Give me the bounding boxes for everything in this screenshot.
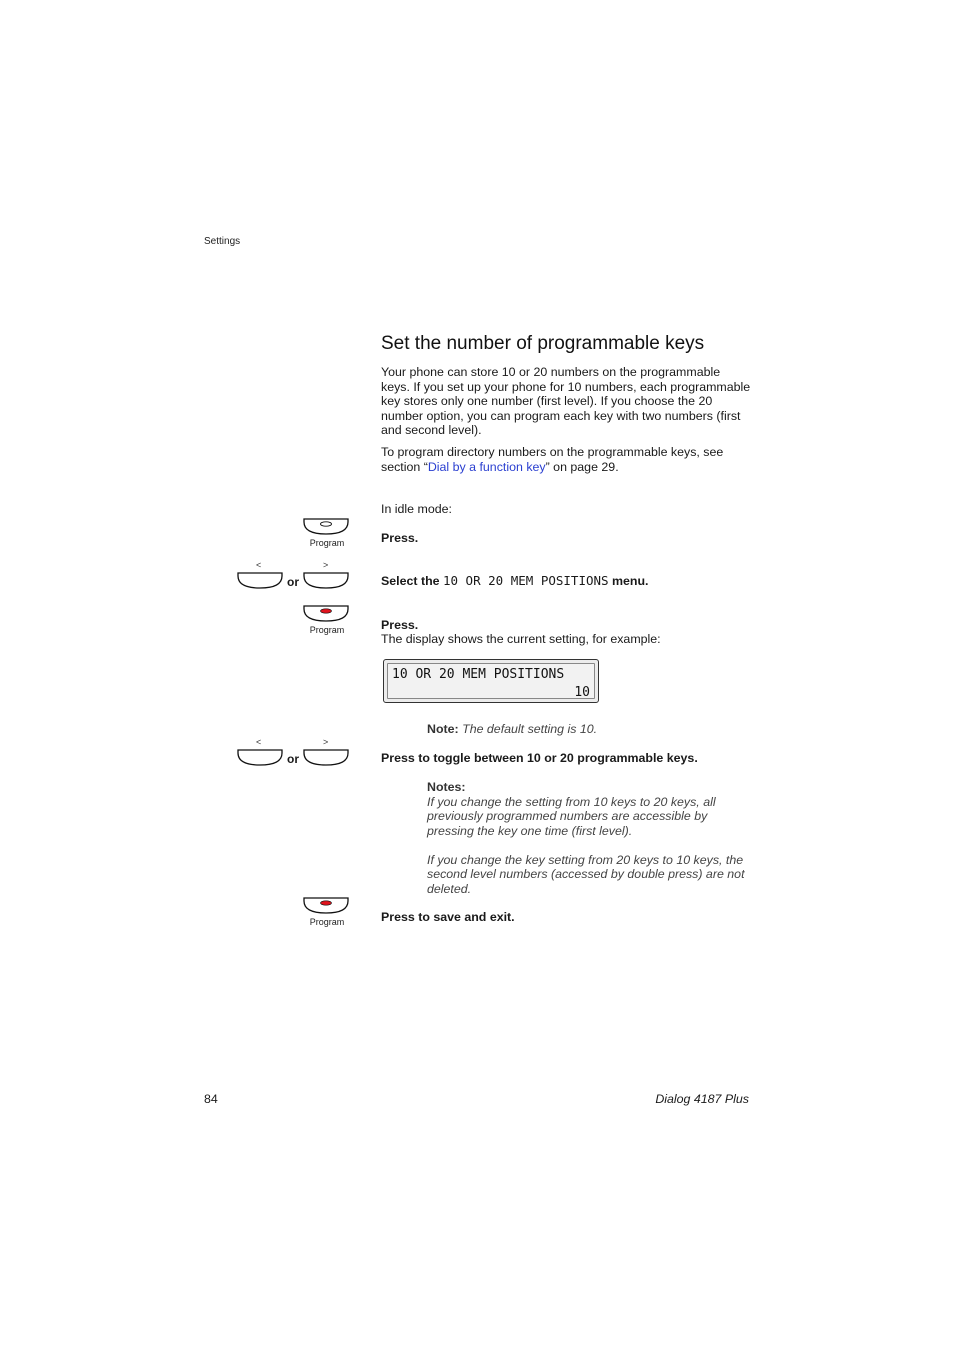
step-press-2: Press. bbox=[381, 618, 419, 632]
idle-mode-label: In idle mode: bbox=[381, 502, 452, 516]
display-line-1: 10 OR 20 MEM POSITIONS bbox=[392, 667, 565, 682]
step-select-menu bbox=[381, 574, 649, 589]
left-navigation-key[interactable] bbox=[237, 572, 283, 589]
step-press-1: Press. bbox=[381, 531, 419, 545]
right-key-icon-2 bbox=[303, 749, 349, 766]
select-text-before: Select the bbox=[381, 574, 443, 588]
display-description: The display shows the current setting, for example: bbox=[381, 632, 661, 646]
note-text: The default setting is 10. bbox=[462, 722, 598, 736]
program-key[interactable] bbox=[303, 518, 349, 535]
left-key-icon-2 bbox=[237, 749, 283, 766]
program-key-caption: Program bbox=[309, 538, 345, 548]
left-arrow-glyph-2: < bbox=[256, 737, 262, 747]
notes-label: Notes: bbox=[427, 780, 466, 794]
left-navigation-key-2[interactable] bbox=[237, 749, 283, 766]
menu-name: 10 OR 20 MEM POSITIONS bbox=[442, 573, 609, 588]
reference-text-before: To program directory numbers on the programmable keys, see section “ bbox=[381, 445, 724, 474]
display-screen bbox=[387, 663, 595, 699]
toggle-notes bbox=[427, 780, 752, 896]
program-key-save-caption: Program bbox=[309, 917, 345, 927]
reference-paragraph bbox=[381, 445, 751, 474]
program-key-save-icon bbox=[303, 897, 349, 914]
left-arrow-glyph: < bbox=[256, 560, 262, 570]
intro-paragraph: Your phone can store 10 or 20 numbers on the programmable keys. If you set up your phone for 10 numbers, each programmable key stores only one number (first level). If you choose the 20 number option, you can program each key with two numbers (first and second level). bbox=[381, 365, 751, 437]
or-text-2: or bbox=[287, 752, 299, 766]
right-arrow-glyph: > bbox=[323, 560, 329, 570]
phone-display bbox=[383, 659, 599, 703]
page-title: Set the number of programmable keys bbox=[381, 333, 705, 354]
notes-text-1: If you change the setting from 10 keys to 20 keys, all previously programmed numbers are accessible by pressing the key one time (first level). bbox=[427, 794, 716, 838]
right-navigation-key[interactable] bbox=[303, 572, 349, 589]
left-key-icon bbox=[237, 572, 283, 589]
program-key-save[interactable] bbox=[303, 897, 349, 914]
program-key-icon bbox=[303, 518, 349, 535]
page-number: 84 bbox=[204, 1092, 218, 1106]
select-text-after: menu. bbox=[608, 574, 649, 588]
notes-text-2: If you change the key setting from 20 keys to 10 keys, the second level numbers (accessed by double press) are not deleted. bbox=[427, 852, 745, 896]
step-save-exit: Press to save and exit. bbox=[381, 910, 515, 924]
default-setting-note bbox=[427, 722, 752, 737]
right-navigation-key-2[interactable] bbox=[303, 749, 349, 766]
display-line-2: 10 bbox=[574, 685, 590, 700]
product-name: Dialog 4187 Plus bbox=[655, 1092, 749, 1106]
reference-text-after: ” on page 29. bbox=[545, 459, 619, 474]
right-key-icon bbox=[303, 572, 349, 589]
dial-by-function-key-link[interactable]: Dial by a function key bbox=[427, 459, 546, 474]
step-toggle: Press to toggle between 10 or 20 programmable keys. bbox=[381, 751, 698, 765]
program-key-lit-icon bbox=[303, 605, 349, 622]
program-key-lit[interactable] bbox=[303, 605, 349, 622]
right-arrow-glyph-2: > bbox=[323, 737, 329, 747]
program-key-lit-caption: Program bbox=[309, 625, 345, 635]
running-header: Settings bbox=[204, 236, 241, 247]
or-text: or bbox=[287, 575, 299, 589]
note-label: Note: bbox=[427, 722, 459, 736]
